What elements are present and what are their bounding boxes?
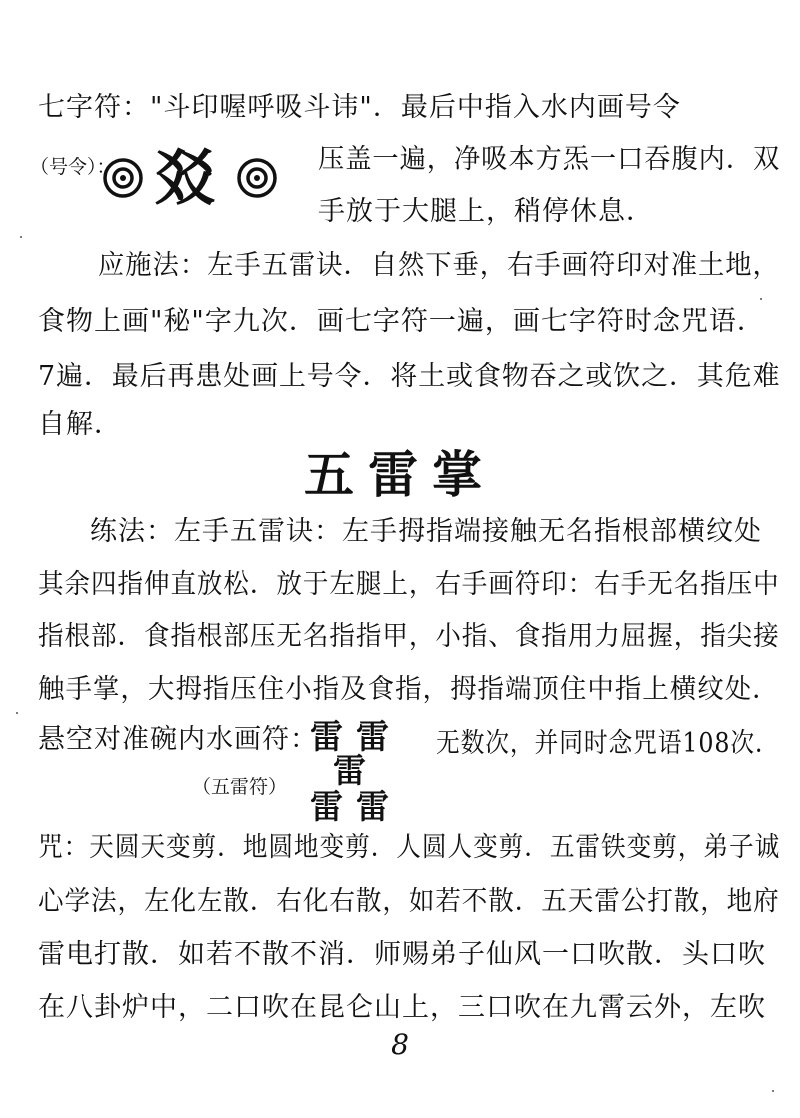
- lei-glyph: 雷: [310, 717, 343, 756]
- wu-lei-label: （五雷符）: [192, 776, 288, 798]
- text-line: 应施法：左手五雷诀．自然下垂，右手画符印对准土地，: [98, 250, 780, 281]
- double-circle-icon: [235, 156, 279, 200]
- lei-glyph: 雷: [310, 787, 343, 826]
- text-line: 咒：天圆天变剪．地圆地变剪．人圆人变剪．五雷铁变剪，弟子诚: [38, 832, 781, 863]
- scan-speck: [760, 298, 762, 300]
- wu-lei-talisman: [310, 717, 410, 830]
- double-circle-icon: [101, 156, 145, 200]
- text-line: 触手掌，大拇指压住小指及食指，拇指端顶住中指上横纹处．: [38, 674, 780, 705]
- talisman-glyph: 㸚: [155, 144, 215, 214]
- lei-glyph: 雷: [333, 751, 366, 790]
- text-line: 其余四指伸直放松．放于左腿上，右手画符印：右手无名指压中: [38, 569, 780, 600]
- text-line: 七字符："斗印喔呼吸斗讳"．最后中指入水内画号令: [38, 92, 681, 123]
- text-line: 悬空对准碗内水画符：: [38, 724, 318, 755]
- hao-ling-label: （号令）：: [30, 156, 116, 178]
- lei-glyph: 雷: [356, 787, 389, 826]
- text-line: 手放于大腿上，稍停休息．: [318, 196, 654, 227]
- scan-speck: [772, 1090, 774, 1092]
- text-line: 雷电打散．如若不散不消．师赐弟子仙风一口吹散．头口吹: [38, 939, 766, 970]
- text-line: 心学法，左化左散．右化右散，如若不散．五天雷公打散，地府: [38, 886, 780, 917]
- text-line: 食物上画"秘"字九次．画七字符一遍，画七字符时念咒语．: [38, 306, 765, 337]
- text-line: 指根部．食指根部压无名指指甲，小指、食指用力屈握，指尖接: [38, 621, 780, 652]
- hao-ling-talisman: [95, 138, 295, 228]
- text-line: 在八卦炉中，二口吹在昆仑山上，三口吹在九霄云外，左吹: [38, 992, 766, 1023]
- page-number: 8: [391, 1028, 409, 1061]
- text-line: 练法：左手五雷诀：左手拇指端接触无名指根部横纹处: [90, 516, 762, 547]
- lei-glyph: 雷: [356, 717, 389, 756]
- text-line: 压盖一遍，净吸本方炁一口吞腹内．双: [318, 144, 781, 175]
- section-heading: 五雷掌: [304, 446, 496, 504]
- scan-speck: [16, 712, 18, 714]
- text-line: 7遍．最后再患处画上号令．将土或食物吞之或饮之．其危难: [38, 361, 781, 392]
- scan-speck: [20, 236, 22, 238]
- text-line: 无数次，并同时念咒语108次．: [436, 728, 780, 759]
- text-line: 自解．: [38, 409, 122, 440]
